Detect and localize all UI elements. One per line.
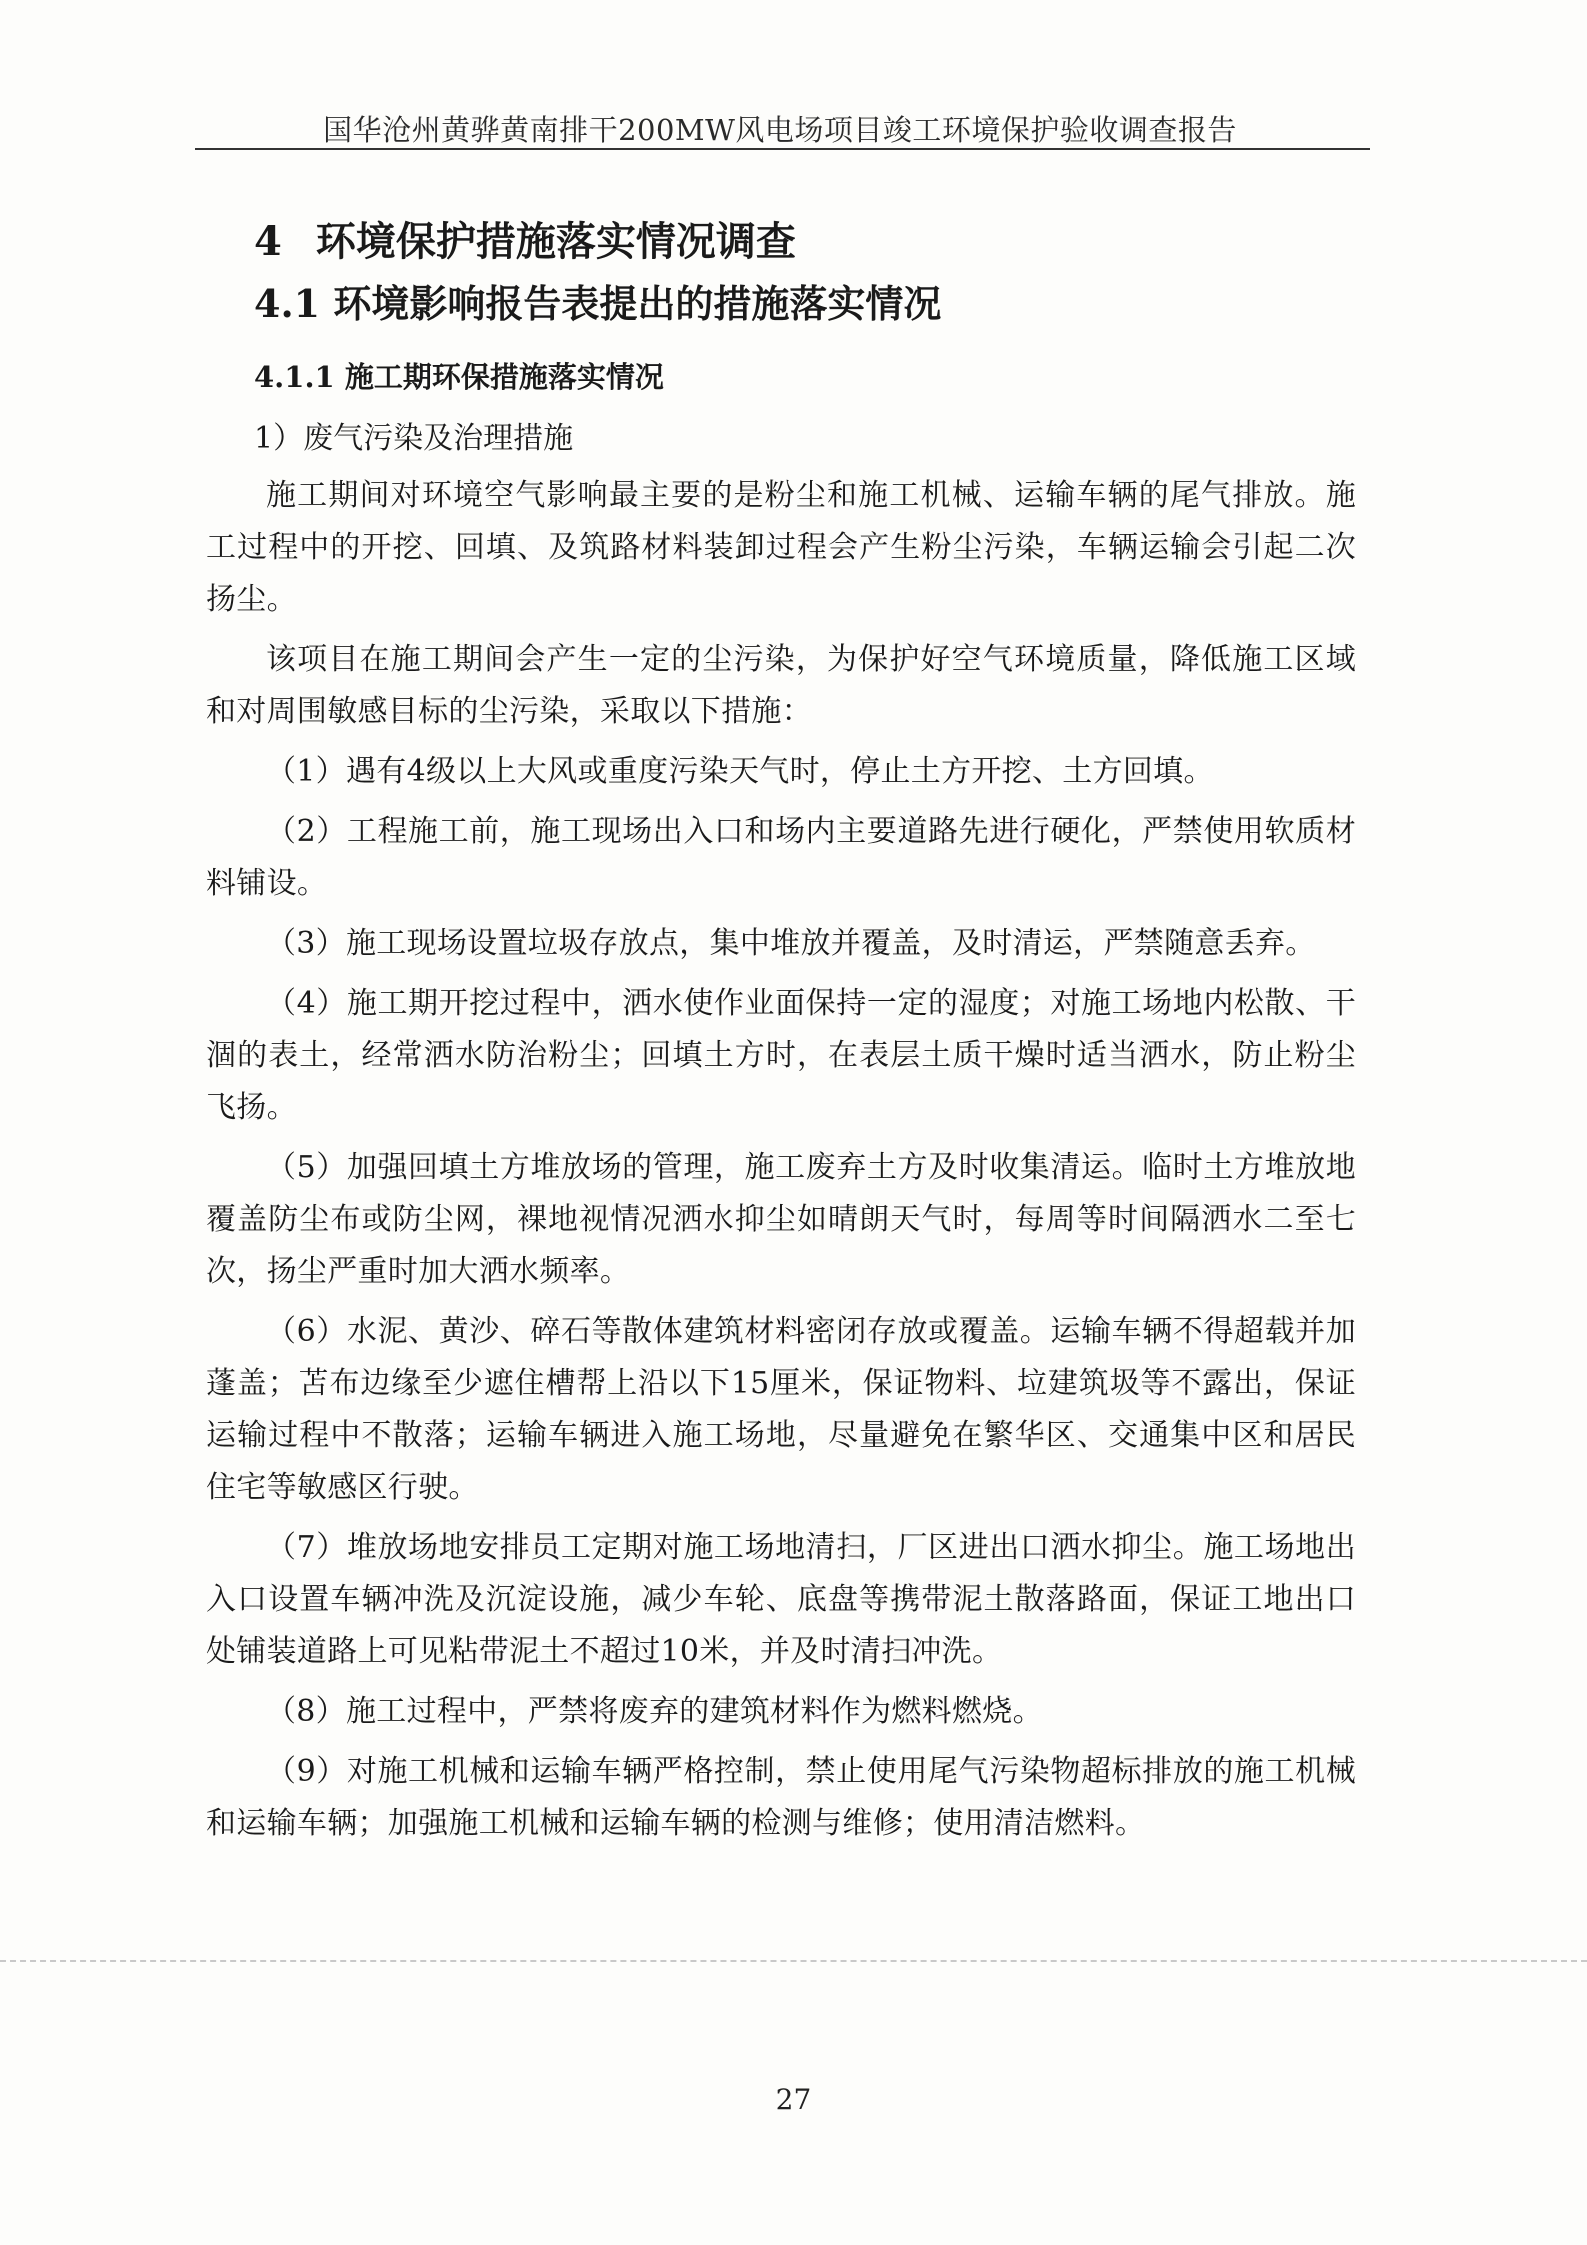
paragraph: （8）施工过程中，严禁将废弃的建筑材料作为燃料燃烧。 xyxy=(266,1694,1043,1729)
page-number: 27 xyxy=(775,2083,812,2116)
paragraph: （2）工程施工前，施工现场出入口和场内主要道路先进行硬化，严禁使用软质材料铺设。 xyxy=(206,814,1356,901)
scan-divider-line xyxy=(0,1960,1587,1962)
chapter-number: 4 xyxy=(254,218,282,265)
paragraph: 该项目在施工期间会产生一定的尘污染，为保护好空气环境质量，降低施工区域和对周围敏感目标的尘污染，采取以下措施： xyxy=(206,642,1356,729)
paragraph: （9）对施工机械和运输车辆严格控制，禁止使用尾气污染物超标排放的施工机械和运输车辆；加强施工机械和运输车辆的检测与维修；使用清洁燃料。 xyxy=(206,1754,1356,1841)
paragraph: （6）水泥、黄沙、碎石等散体建筑材料密闭存放或覆盖。运输车辆不得超载并加蓬盖；苫布边缘至少遮住槽帮上沿以下15厘米，保证物料、垃建筑圾等不露出，保证运输过程中不散落；运输车辆进入施工场地，尽量避免在繁华区、交通集中区和居民住宅等敏感区行驶。 xyxy=(206,1314,1356,1505)
paragraph: 施工期间对环境空气影响最主要的是粉尘和施工机械、运输车辆的尾气排放。施工过程中的开挖、回填、及筑路材料装卸过程会产生粉尘污染，车辆运输会引起二次扬尘。 xyxy=(206,478,1356,617)
chapter-title xyxy=(254,214,1356,270)
item-title: 1）废气污染及治理措施 xyxy=(254,421,574,456)
chapter-title-text: 环境保护措施落实情况调查 xyxy=(315,218,796,265)
paragraph: （1）遇有4级以上大风或重度污染天气时，停止土方开挖、土方回填。 xyxy=(266,754,1214,789)
section-title: 4.1 环境影响报告表提出的措施落实情况 xyxy=(254,281,942,326)
paragraph: （4）施工期开挖过程中，洒水使作业面保持一定的湿度；对施工场地内松散、干涸的表土，经常洒水防治粉尘；回填土方时，在表层土质干燥时适当洒水，防止粉尘飞扬。 xyxy=(206,986,1356,1125)
paragraph: （7）堆放场地安排员工定期对施工场地清扫，厂区进出口洒水抑尘。施工场地出入口设置车辆冲洗及沉淀设施，减少车轮、底盘等携带泥土散落路面，保证工地出口处铺装道路上可见粘带泥土不超过10米，并及时清扫冲洗。 xyxy=(206,1530,1356,1669)
page-content xyxy=(206,200,1356,1850)
header-rule xyxy=(195,148,1370,150)
subsection-title: 4.1.1 施工期环保措施落实情况 xyxy=(254,360,664,394)
paragraph: （5）加强回填土方堆放场的管理，施工废弃土方及时收集清运。临时土方堆放地覆盖防尘布或防尘网，裸地视情况洒水抑尘如晴朗天气时，每周等时间隔洒水二至七次，扬尘严重时加大洒水频率。 xyxy=(206,1150,1356,1289)
page-header-title: 国华沧州黄骅黄南排干200MW风电场项目竣工环境保护验收调查报告 xyxy=(323,113,1237,147)
paragraph: （3）施工现场设置垃圾存放点，集中堆放并覆盖，及时清运，严禁随意丢弃。 xyxy=(266,926,1316,961)
